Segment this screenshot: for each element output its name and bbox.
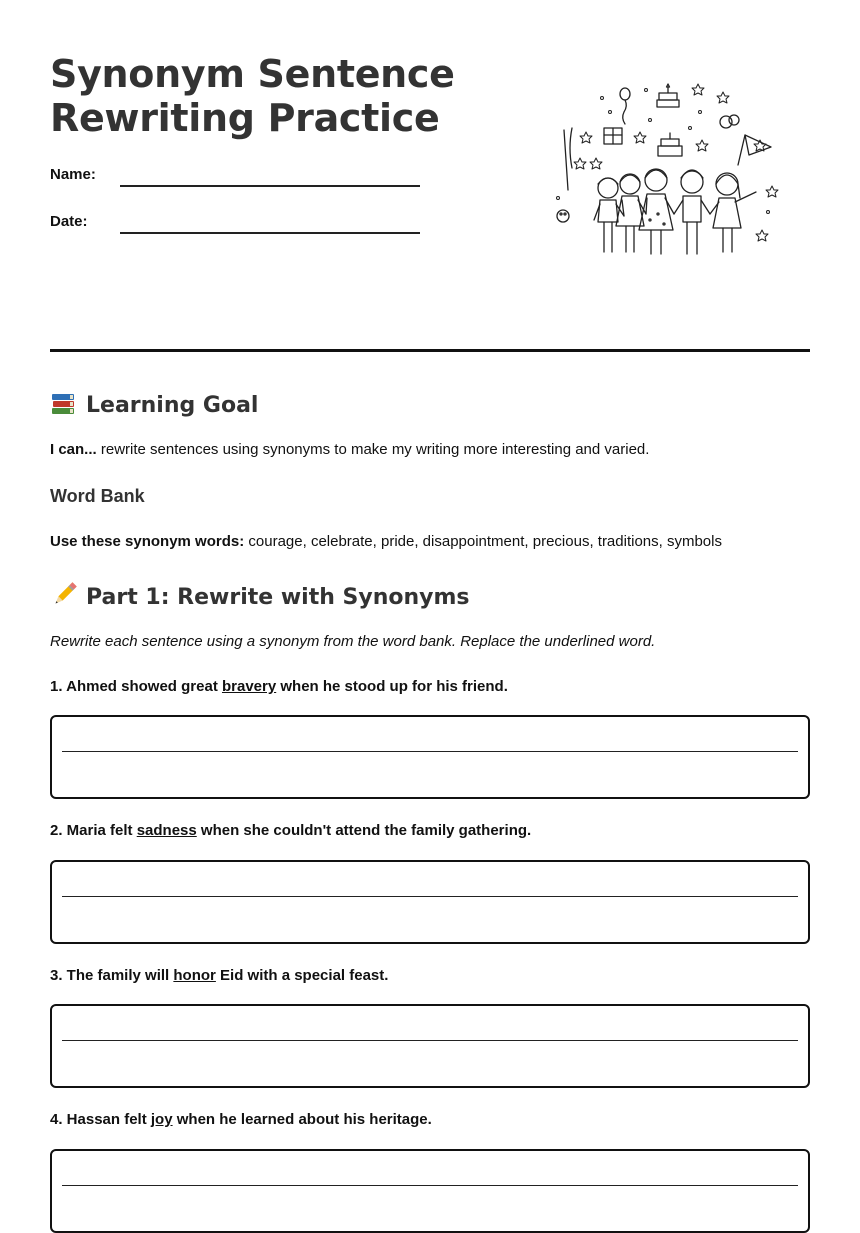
underlined-word: joy xyxy=(150,1111,173,1128)
writing-line xyxy=(62,1185,798,1186)
underlined-word: sadness xyxy=(136,822,197,839)
date-line[interactable] xyxy=(120,232,420,234)
header-divider xyxy=(50,349,810,352)
part1-heading xyxy=(50,581,470,611)
books-icon xyxy=(50,389,78,417)
answer-box-3[interactable] xyxy=(50,1004,810,1088)
date-label: Date: xyxy=(50,213,88,230)
question-text: 1. Ahmed showed great xyxy=(50,678,222,695)
learning-goal-heading xyxy=(50,389,258,419)
question-2 xyxy=(50,822,531,839)
flag-icon xyxy=(738,135,771,165)
answer-box-2[interactable] xyxy=(50,860,810,944)
page-title xyxy=(50,52,455,140)
child-figure xyxy=(594,178,624,252)
title-line-2: Rewriting Practice xyxy=(50,96,440,140)
question-text: 2. Maria felt xyxy=(50,822,137,839)
word-bank-list xyxy=(50,532,722,552)
title-line-1: Synonym Sentence xyxy=(50,52,455,96)
question-text: when he learned about his heritage. xyxy=(172,1111,432,1128)
worksheet-page xyxy=(50,0,810,1161)
question-text: 3. The family will xyxy=(50,967,174,984)
children-celebration-illustration xyxy=(550,80,780,265)
cake-icon xyxy=(658,133,682,156)
pencil-icon xyxy=(50,581,78,609)
writing-line xyxy=(62,1040,798,1041)
date-field[interactable] xyxy=(50,213,420,241)
question-text: 4. Hassan felt xyxy=(50,1111,151,1128)
underlined-word: honor xyxy=(173,967,216,984)
learning-goal-lead: I can... xyxy=(50,441,97,458)
balloon-icon xyxy=(620,88,630,100)
answer-box-4[interactable] xyxy=(50,1149,810,1233)
writing-line xyxy=(62,751,798,752)
name-label: Name: xyxy=(50,166,96,183)
question-3 xyxy=(50,967,388,984)
word-bank-heading: Word Bank xyxy=(50,486,145,506)
part1-instructions: Rewrite each sentence using a synonym from the word bank. Replace the underlined word. xyxy=(50,633,656,650)
learning-goal-title: Learning Goal xyxy=(86,393,259,418)
question-1 xyxy=(50,678,508,695)
part1-title: Part 1: Rewrite with Synonyms xyxy=(86,585,470,610)
cake-icon xyxy=(657,84,679,107)
writing-line xyxy=(62,896,798,897)
child-figure xyxy=(674,170,710,254)
learning-goal-statement xyxy=(50,440,649,460)
name-field[interactable] xyxy=(50,166,420,194)
word-bank-words: courage, celebrate, pride, disappointment, precious, traditions, symbols xyxy=(244,533,722,550)
name-line[interactable] xyxy=(120,185,420,187)
learning-goal-text: rewrite sentences using synonyms to make my writing more interesting and varied. xyxy=(96,441,650,458)
child-figure xyxy=(710,173,756,252)
question-text: Eid with a special feast. xyxy=(215,967,389,984)
word-bank-lead: Use these synonym words: xyxy=(50,533,245,550)
child-figure xyxy=(616,174,646,252)
underlined-word: bravery xyxy=(221,678,277,695)
question-text: when he stood up for his friend. xyxy=(276,678,508,695)
answer-box-1[interactable] xyxy=(50,715,810,799)
question-text: when she couldn't attend the family gathering. xyxy=(196,822,532,839)
question-4 xyxy=(50,1111,432,1128)
